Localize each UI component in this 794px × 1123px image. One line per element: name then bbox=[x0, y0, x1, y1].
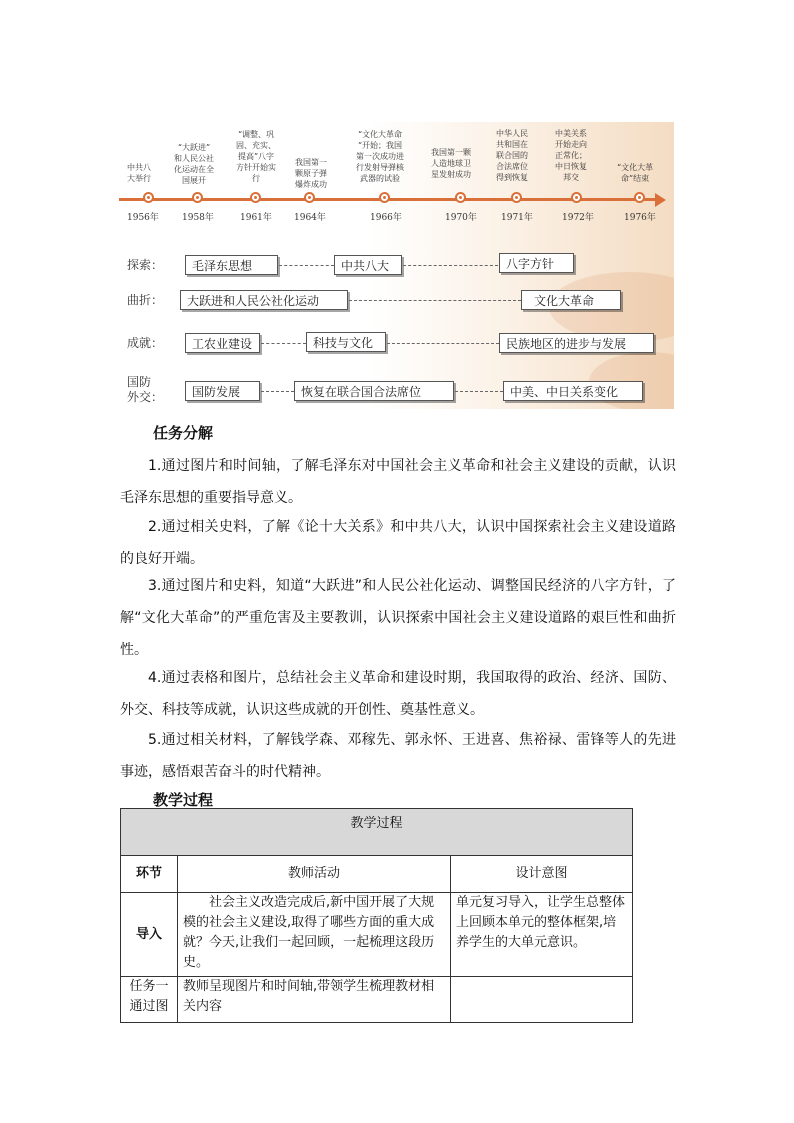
table-title-row bbox=[121, 809, 633, 856]
timeline-event: 中共八 大举行 bbox=[127, 163, 151, 183]
connector-line bbox=[455, 391, 503, 392]
box-eight-char-policy: 八字方针 bbox=[499, 253, 574, 273]
timeline-node bbox=[511, 192, 522, 203]
box-industry-agriculture: 工农业建设 bbox=[185, 333, 260, 353]
column-header-intent: 设计意图 bbox=[451, 856, 633, 893]
column-header-stage: 环节 bbox=[121, 856, 178, 893]
timeline-year: 1971年 bbox=[501, 213, 533, 223]
connector-line bbox=[261, 343, 306, 344]
timeline-event: 中美关系 开始走向 正常化； 中日恢复 邦交 bbox=[555, 129, 587, 182]
table-row bbox=[121, 893, 633, 977]
timeline-arrow-icon bbox=[655, 193, 666, 207]
timeline-year: 1966年 bbox=[370, 213, 402, 223]
timeline-event: “文化大革 命”结束 bbox=[617, 163, 654, 183]
table-row bbox=[121, 977, 633, 1023]
box-great-leap: 大跃进和人民公社化运动 bbox=[180, 290, 348, 310]
timeline-event: 我国第一 颗原子弹 爆炸成功 bbox=[295, 158, 327, 189]
connector-line bbox=[349, 300, 521, 301]
timeline-year: 1972年 bbox=[562, 213, 594, 223]
timeline-year: 1961年 bbox=[240, 213, 272, 223]
connector-line bbox=[403, 265, 498, 266]
row-label-defense-diplomacy: 国防 外交： bbox=[127, 375, 164, 404]
activity-cell: 教师呈现图片和时间轴,带领学生梳理教材相关内容 bbox=[178, 977, 451, 1023]
task-item-1: 1.通过图片和时间轴，了解毛泽东对中国社会主义革命和社会主义建设的贡献，认识毛泽东思想的重要指导意义。 bbox=[120, 458, 676, 506]
timeline-node bbox=[304, 192, 315, 203]
task-item-5: 5.通过相关材料，了解钱学森、邓稼先、郭永怀、王进喜、焦裕禄、雷锋等人的先进事迹，感悟艰苦奋斗的时代精神。 bbox=[120, 732, 676, 780]
box-mao-thought: 毛泽东思想 bbox=[185, 255, 278, 275]
timeline-node bbox=[192, 192, 203, 203]
timeline-event: “文化大革命 ”开始；我国 第一次成功进 行发射导弹核 武器的试验 bbox=[356, 130, 404, 183]
process-heading: 教学过程 bbox=[153, 791, 214, 809]
timeline-node bbox=[379, 192, 390, 203]
timeline-node bbox=[250, 192, 261, 203]
tasks-heading: 任务分解 bbox=[153, 424, 214, 442]
intent-cell: 单元复习导入，让学生总整体上回顾本单元的整体框架,培养学生的大单元意识。 bbox=[451, 893, 633, 977]
intent-cell bbox=[451, 977, 633, 1023]
timeline-event: “大跃进” 和人民公社 化运动在全 国展开 bbox=[174, 143, 214, 185]
timeline-node bbox=[455, 192, 466, 203]
box-sino-us-japan: 中美、中日关系变化 bbox=[503, 381, 643, 401]
timeline-event: 我国第一颗 人造地球卫 星发射成功 bbox=[431, 148, 471, 179]
task-item-3: 3.通过图片和史料，知道“大跃进”和人民公社化运动、调整国民经济的八字方针，了解“文化大革命”的严重危害及主要教训，认识探索中国社会主义建设道路的艰巨性和曲折性。 bbox=[120, 578, 676, 658]
task-item-4: 4.通过表格和图片，总结社会主义革命和建设时期，我国取得的政治、经济、国防、外交、科技等成就，认识这些成就的开创性、奠基性意义。 bbox=[120, 670, 676, 718]
stage-cell: 任务一 通过图 bbox=[121, 977, 178, 1023]
table-title: 教学过程 bbox=[121, 809, 633, 856]
process-table bbox=[120, 808, 633, 1023]
timeline-node bbox=[571, 192, 582, 203]
box-cultural-revolution: 文化大革命 bbox=[521, 290, 621, 310]
box-national-defense: 国防发展 bbox=[185, 381, 260, 401]
timeline-event: “调整、巩 固、充实、 提高”八字 方针开始实 行 bbox=[236, 130, 276, 183]
timeline-event: 中华人民 共和国在 联合国的 合法席位 得到恢复 bbox=[496, 129, 528, 182]
box-ethnic-regions: 民族地区的进步与发展 bbox=[499, 333, 654, 353]
stage-cell: 导入 bbox=[121, 893, 178, 977]
row-label-setbacks: 曲折： bbox=[127, 293, 164, 307]
row-label-explore: 探索： bbox=[127, 258, 164, 272]
timeline-year: 1970年 bbox=[445, 213, 477, 223]
task-item-2: 2.通过相关史料，了解《论十大关系》和中共八大，认识中国探索社会主义建设道路的良好开端。 bbox=[120, 519, 676, 567]
box-science-culture: 科技与文化 bbox=[306, 332, 386, 352]
timeline-node bbox=[143, 192, 154, 203]
timeline-year: 1956年 bbox=[127, 213, 159, 223]
timeline-year: 1976年 bbox=[624, 213, 656, 223]
table-header-row bbox=[121, 856, 633, 893]
timeline-figure bbox=[119, 122, 674, 409]
timeline-node bbox=[634, 192, 645, 203]
box-eighth-congress: 中共八大 bbox=[334, 255, 402, 275]
connector-line bbox=[279, 265, 334, 266]
row-label-achievements: 成就： bbox=[127, 336, 164, 350]
box-un-seat: 恢复在联合国合法席位 bbox=[294, 381, 454, 401]
timeline-year: 1964年 bbox=[294, 213, 326, 223]
connector-line bbox=[261, 391, 294, 392]
column-header-activity: 教师活动 bbox=[178, 856, 451, 893]
activity-cell: 社会主义改造完成后,新中国开展了大规模的社会主义建设,取得了哪些方面的重大成就？今天,让我们一起回顾，一起梳理这段历史。 bbox=[178, 893, 451, 977]
connector-line bbox=[387, 343, 499, 344]
timeline-year: 1958年 bbox=[182, 213, 214, 223]
